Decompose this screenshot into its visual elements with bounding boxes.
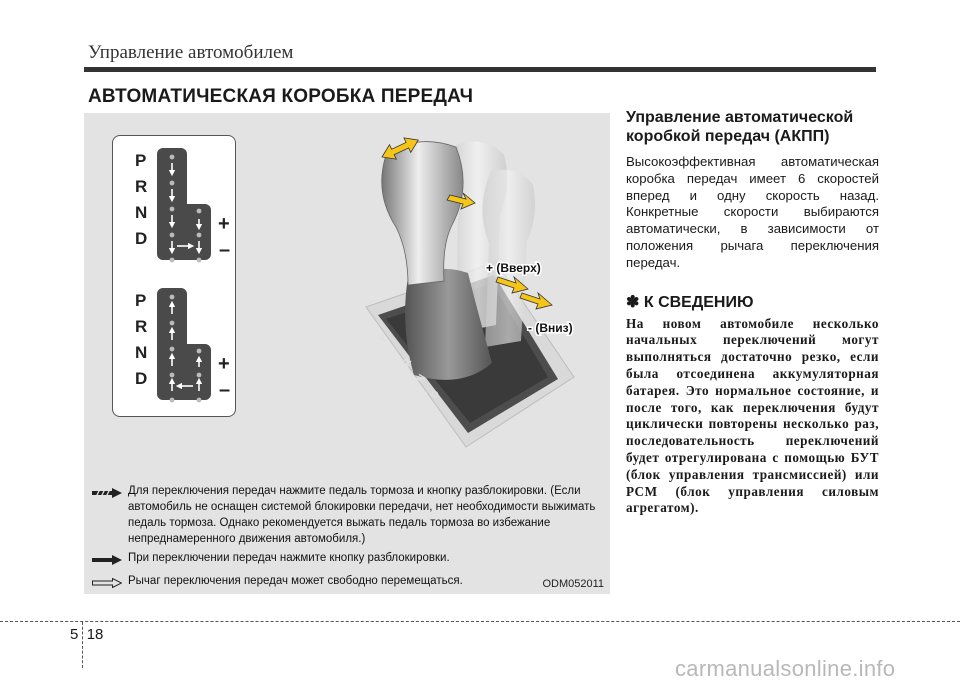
outline-arrow-icon [92,573,128,593]
figure-panel [84,113,610,594]
right-column [626,108,879,517]
pattern-top-plus: + [218,213,230,235]
gate-bottom-shape [157,288,211,400]
header-title: Управление автомобилем [88,42,294,63]
gate-letter-r: R [401,356,415,369]
pattern-top-letter-d: D [135,229,148,248]
gate-letter-d: D [429,388,443,401]
legend-text-outline: Рычаг переключения передач может свободно перемещаться. [128,575,463,587]
note-paragraph: На новом автомобиле несколько начальных переключений могут выполняться достаточно резко, если была отсоединена аккумуляторная батарея. Это нормальное состояние, и после того, как переключения будут циклически повторены несколько раз, последовательность переключений будет отрегулирована с помощью БУТ (блок управления трансмиссией) или PCM (блок управления силовым агрегатом). [626,315,879,516]
gate-letter-p: P [377,332,390,344]
body-paragraph: Высокоэффективная автоматическая коробка передач имеет 6 скоростей вперед и одну скорость назад. Конкретные скорости выбираются автоматически, в зависимости от положения рычага переключения передач. [626,154,879,270]
label-down: - (Вниз) [528,321,573,335]
watermark: carmanualsonline.info [675,656,896,681]
shift-lever-illustration [346,127,596,457]
page-number [70,626,103,643]
pattern-bottom-letter-n: N [135,343,148,362]
pattern-top-letter-r: R [135,177,148,196]
section-title: АВТОМАТИЧЕСКАЯ КОРОБКА ПЕРЕДАЧ [88,86,474,107]
pattern-bottom-plus: + [218,353,230,375]
legend-text-hatched: Для переключения передач нажмите педаль тормоза и кнопку разблокировки. (Если автомобиль не оснащен системой блокировки передачи, нет необходимости выжимать педаль тормоза. Однако рекомендуется выжать педаль тормоза во избежание непреднамеренного движения автомобиля.) [128,485,596,545]
subsection-title: Управление автоматической коробкой передач (АКПП) [626,109,854,145]
legend-row-outline [92,573,602,593]
figure-code: ODM052011 [542,578,604,590]
footer-rule [0,621,960,622]
gate-top-shape [157,148,211,260]
lever-knob [382,142,463,285]
pattern-top-minus: – [219,239,231,261]
pattern-bottom-letter-r: R [135,317,148,336]
solid-arrow-icon [92,550,128,570]
note-title: ✽ К СВЕДЕНИЮ [626,293,754,311]
legend-text-solid: При переключении передач нажмите кнопку разблокировки. [128,552,450,564]
shift-pattern-diagram [113,136,235,416]
pattern-bottom-minus: – [219,379,231,401]
gate-letter-n: N [415,372,429,385]
page-number-value: 18 [86,626,104,643]
label-up: + (Вверх) [486,261,541,275]
hatched-arrow-icon [92,483,128,503]
pattern-bottom-letter-d: D [135,369,148,388]
pattern-bottom-letter-p: P [135,291,147,310]
legend-row-hatched [92,483,602,547]
pattern-top-letter-n: N [135,203,148,222]
pattern-top-letter-p: P [135,151,147,170]
figure-legend [92,483,602,596]
header-rule [84,67,876,72]
legend-row-solid [92,550,602,570]
shift-pattern-box [112,135,236,417]
chapter-number: 5 [70,626,79,643]
